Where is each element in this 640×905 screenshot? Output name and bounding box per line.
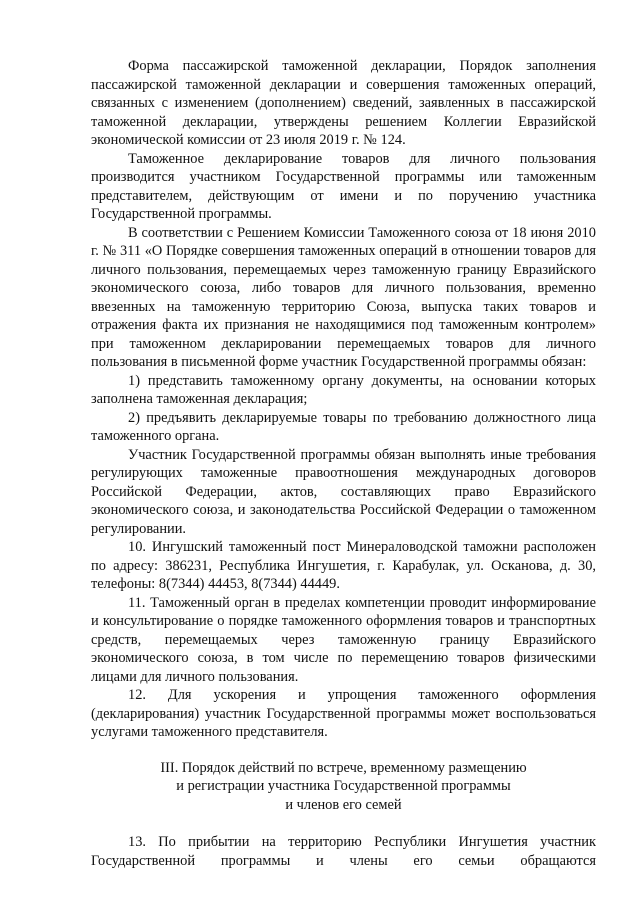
paragraph-customs-declaring: Таможенное декларирование товаров для личного пользования производится участником Государственной программы или таможенным представителем, действующим от имени и по поручению участника Государственной программы. bbox=[91, 150, 596, 222]
section-heading bbox=[91, 759, 596, 815]
section-heading-line-1: III. Порядок действий по встрече, временному размещению bbox=[160, 759, 527, 776]
paragraph-commission-decision: В соответствии с Решением Комиссии Таможенного союза от 18 июня 2010 г. № 311 «О Порядке совершения таможенных операций в отношении товаров для личного пользования, перемещаемых через таможенную границу Евразийского экономического союза, либо товаров для личного пользования, временно ввезенных на таможенную территорию Союза, выпуска таких товаров и отражения факта их признания не находящимися под таможенным контролем» при таможенном декларировании перемещаемых товаров для личного пользования в письменной форме участник Государственной программы обязан: bbox=[91, 224, 596, 370]
section-heading-line-3: и членов его семей bbox=[285, 796, 402, 813]
paragraph-declaration-form: Форма пассажирской таможенной декларации, Порядок заполнения пассажирской таможенной декларации и совершения таможенных операций, связанных с изменением (дополнением) сведений, заявленных в пассажирской таможенной декларации, утверждены решением Коллегии Евразийской экономической комиссии от 23 июля 2019 г. № 124. bbox=[91, 58, 596, 148]
paragraph-12-representative: 12. Для ускорения и упрощения таможенного оформления (декларирования) участник Государственной программы может воспользоваться услугами таможенного представителя. bbox=[91, 687, 596, 740]
paragraph-10-customs-post: 10. Ингушский таможенный пост Минераловодской таможни расположен по адресу: 386231, Республика Ингушетия, г. Карабулак, ул. Осканова, д. 30, телефоны: 8(7344) 44453, 8(7344) 44449. bbox=[91, 539, 596, 592]
list-item-2: 2) предъявить декларируемые товары по требованию должностного лица таможенного органа. bbox=[91, 409, 596, 444]
document-page bbox=[91, 57, 596, 870]
paragraph-13-arrival: 13. По прибытии на территорию Республики Ингушетия участник Государственной программы и члены его семьи обращаются bbox=[91, 834, 596, 869]
paragraph-11-informing: 11. Таможенный орган в пределах компетенции проводит информирование и консультирование о порядке таможенного оформления товаров и транспортных средств, перемещаемых через таможенную границу Евразийского экономического союза, в том числе по перемещению товаров физическими лицами для личного пользования. bbox=[91, 594, 596, 685]
paragraph-other-requirements: Участник Государственной программы обязан выполнять иные требования регулирующих таможенные правоотношения международных договоров Российской Федерации, актов, составляющих право Евразийского экономического союза, и законодательства Российской Федерации о таможенном регулировании. bbox=[91, 446, 596, 537]
list-item-1: 1) представить таможенному органу документы, на основании которых заполнена таможенная декларация; bbox=[91, 372, 596, 407]
section-heading-line-2: и регистрации участника Государственной программы bbox=[176, 778, 511, 794]
